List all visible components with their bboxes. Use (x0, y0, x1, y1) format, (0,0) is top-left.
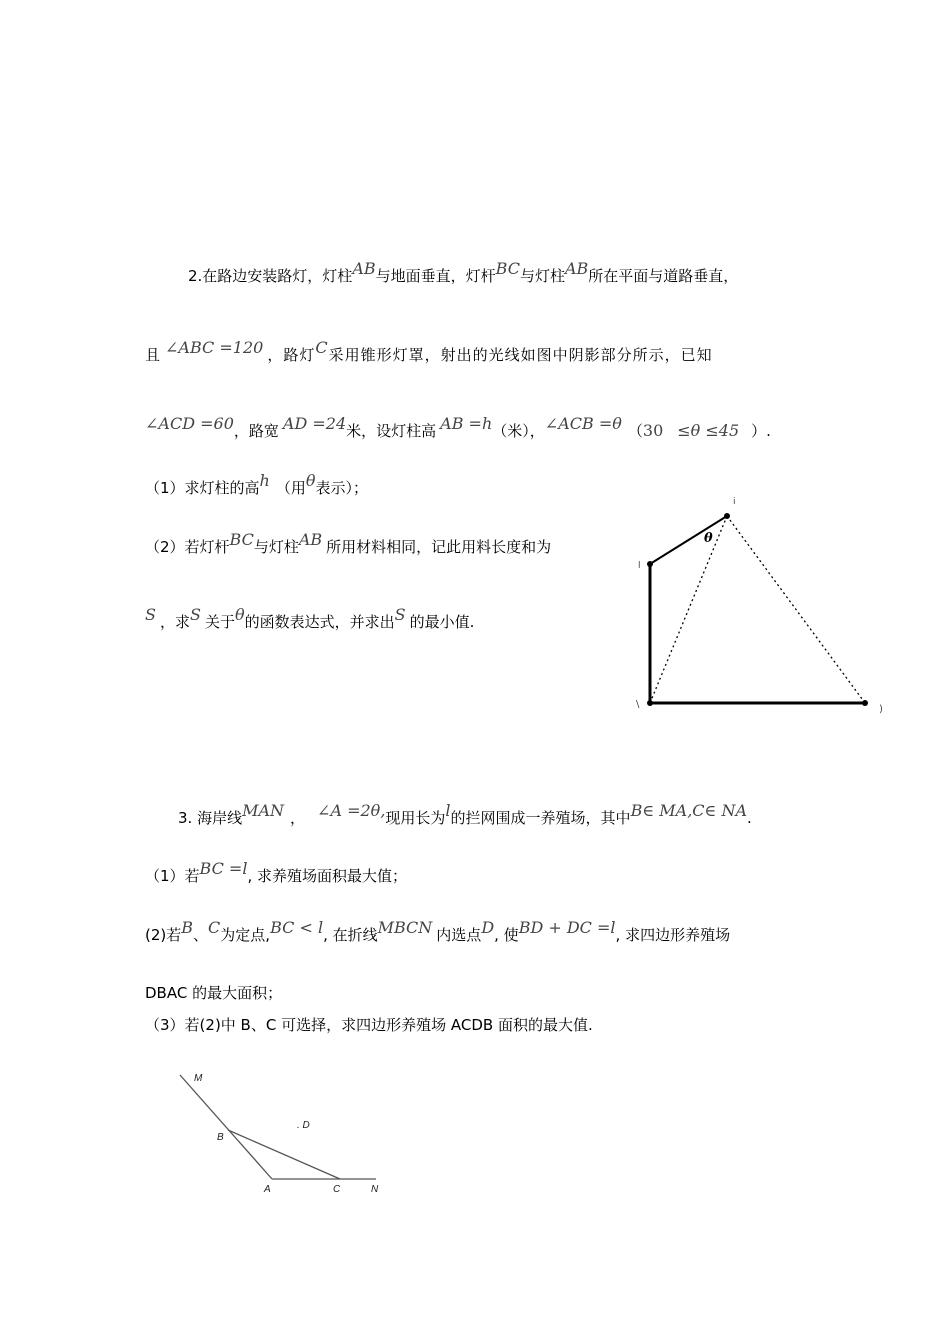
text: （2）若灯杆 (145, 538, 230, 556)
text: , 在折线 (323, 926, 378, 944)
math-theta: θ (305, 471, 316, 490)
q2-part-2-cont (145, 605, 475, 632)
q2-part-2 (145, 530, 552, 557)
q3-part-2 (145, 918, 731, 945)
math-ab: AB (352, 259, 376, 278)
text: 现用长为 (385, 809, 446, 827)
point-b (647, 561, 653, 567)
point-a (647, 700, 653, 706)
text: 的拦网围成一养殖场，其中 (450, 809, 631, 827)
text: 、 (193, 926, 209, 944)
text: 2.在路边安装路灯，灯柱 (188, 267, 353, 285)
label-bottom-left: \ (636, 699, 640, 710)
q2-part-1 (145, 471, 369, 498)
q3-part-1 (145, 859, 407, 886)
math-30: 30 (642, 421, 664, 440)
text: DBAC 的最大面积； (145, 984, 283, 1002)
text: , 求养殖场面积最大值； (247, 867, 407, 885)
math-ab-h: AB =h (440, 414, 493, 433)
text: 采用锥形灯罩，射出的光线如图中阴影部分所示，已知 (328, 346, 713, 364)
math-theta-range: ≤θ ≤45 (677, 421, 740, 440)
text: ， (290, 809, 306, 827)
text: （1）若 (145, 867, 200, 885)
text: （米）， (492, 422, 545, 440)
label-a: A (264, 1184, 271, 1195)
math-mbcn: MBCN (377, 918, 433, 937)
label-n: N (371, 1184, 379, 1195)
math-angle-a: ∠A =2θ, (317, 801, 386, 820)
text: 内选点 (436, 926, 482, 944)
math-c: C (315, 338, 329, 357)
light-ray-ca (650, 516, 727, 703)
text: (2)若 (145, 926, 182, 944)
text: 与地面垂直，灯杆 (375, 267, 496, 285)
point-c (724, 513, 730, 519)
math-bc-l: BC =l (199, 859, 248, 878)
math-l: l (445, 801, 451, 820)
text: （1）求灯柱的高 (145, 479, 260, 497)
math-c: C (208, 918, 221, 937)
text: ，路宽 (233, 422, 279, 440)
point-d (862, 700, 868, 706)
text: , 使 (494, 926, 519, 944)
text: 3. 海岸线 (178, 809, 243, 827)
math-s: S (189, 605, 201, 624)
math-theta: θ (234, 605, 245, 624)
text: ，求 (159, 613, 190, 631)
q3-line-1 (178, 801, 752, 828)
q2-line-1 (188, 259, 739, 286)
text: （ (627, 422, 643, 440)
math-man: MAN (242, 801, 285, 820)
text: 的函数表达式，并求出 (244, 613, 395, 631)
math-d: D (481, 918, 495, 937)
math-s: S (394, 605, 406, 624)
math-bc: BC (495, 259, 520, 278)
label-b: B (217, 1132, 224, 1143)
q2-line-3 (145, 414, 771, 441)
math-h: h (259, 471, 270, 490)
arm-bc (650, 516, 727, 564)
text: 且 (145, 346, 162, 364)
q2-line-2 (145, 338, 713, 365)
math-bc: BC (229, 530, 254, 549)
math-ab: AB (564, 259, 589, 278)
text: ，路灯 (267, 346, 316, 364)
math-bc-lt-l: BC < l (270, 918, 324, 937)
text: 与灯柱 (253, 538, 299, 556)
theta-label: θ (704, 531, 713, 546)
text: 所用材料相同，记此用料长度和为 (326, 538, 552, 556)
text: 的最小值. (409, 613, 475, 631)
math-ab: AB (298, 530, 323, 549)
math-angle-abc: ∠ABC =120 (165, 338, 264, 357)
math-membership: B∈ MA,C∈ NA (630, 801, 747, 820)
text: 关于 (204, 613, 235, 631)
text: 与灯柱 (519, 267, 565, 285)
text: 表示）； (315, 479, 369, 497)
label-bottom-right: ) (879, 704, 883, 715)
text: . (747, 809, 752, 827)
ray-am (180, 1075, 272, 1179)
coastline-figure (170, 1065, 390, 1200)
label-m: M (194, 1073, 203, 1084)
label-c: C (333, 1184, 341, 1195)
math-s: S (145, 605, 156, 624)
math-b: B (181, 918, 194, 937)
streetlight-figure (630, 490, 895, 725)
text: 所在平面与道路垂直， (588, 267, 739, 285)
text: （用 (275, 479, 306, 497)
text: （3）若(2)中 B、C 可选择，求四边形养殖场 ACDB 面积的最大值. (145, 1016, 593, 1034)
text: 为定点, (220, 926, 271, 944)
label-left: l (638, 561, 641, 571)
math-bd-dc: BD + DC =l (518, 918, 616, 937)
math-angle-acb: ∠ACB =θ (544, 414, 622, 433)
math-angle-acd: ∠ACD =60 (145, 414, 234, 433)
text: , 求四边形养殖场 (615, 926, 731, 944)
light-ray-cd (727, 516, 865, 703)
segment-bc (228, 1130, 340, 1179)
q3-part-3 (145, 1015, 593, 1035)
q3-part-2-cont (145, 983, 282, 1003)
label-d: . D (297, 1120, 310, 1131)
text: ）. (751, 422, 771, 440)
math-ad: AD =24 (282, 414, 347, 433)
label-top: i (733, 497, 736, 507)
text: 米，设灯柱高 (346, 422, 437, 440)
